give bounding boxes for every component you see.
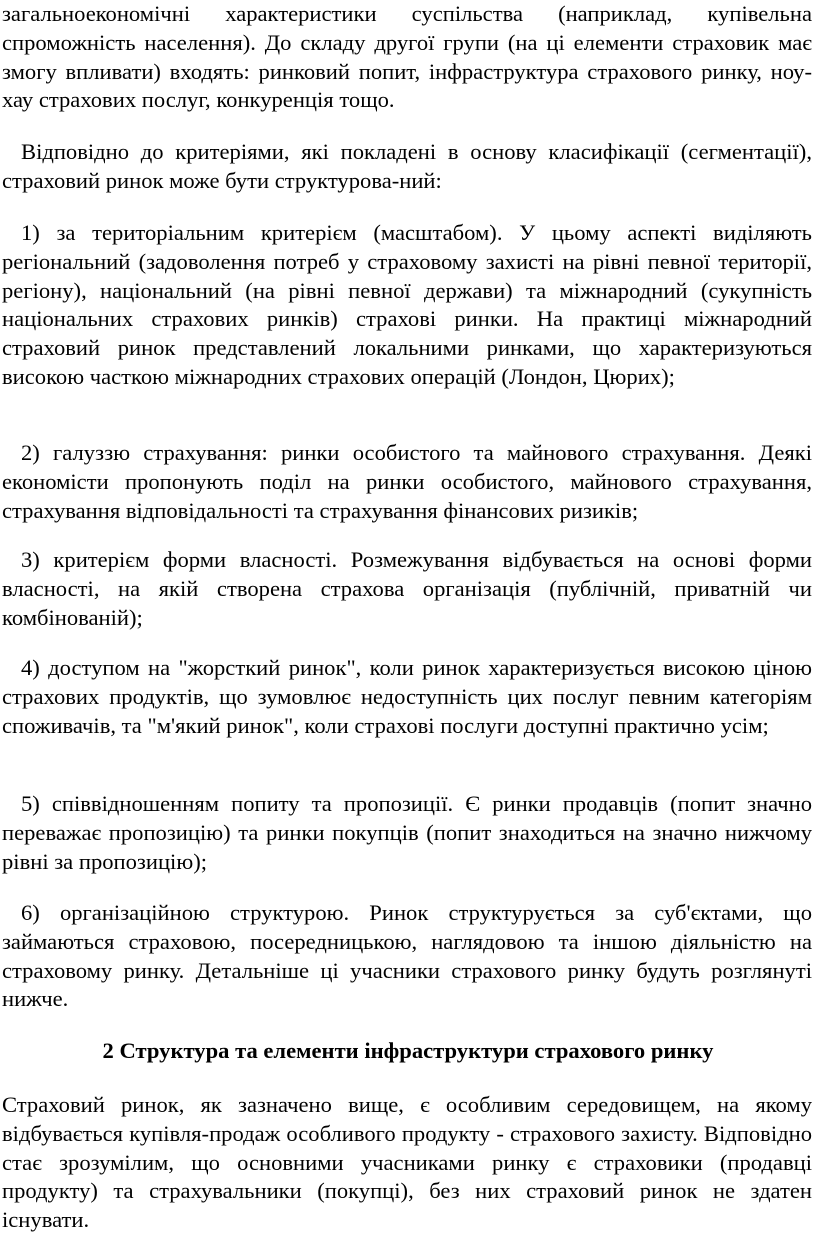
list-item-organizational: 6) організаційною структурою. Ринок структурується за суб'єктами, що займаються страховою, посередницькою, наглядовою та іншою діяльністю на страховому ринку. Детальніше ці учасники страхового ринку будуть розглянуті нижче. (2, 900, 812, 1012)
paragraph-continuation: загальноекономічні характеристики суспільства (наприклад, купівельна спроможність населення). До складу другої групи (на ці елементи страховик має змогу впливати) входять: ринковий попит, інфраструктура страхового ринку, ноу-хау страхових послуг, конкуренція тощо. (2, 1, 812, 113)
section-heading: 2 Структура та елементи інфраструктури страхового ринку (102, 1038, 714, 1063)
list-item-supply-demand: 5) співвідношенням попиту та пропозиції. Є ринки продавців (попит значно переважає пропозицію) та ринки покупців (попит знаходиться на значно нижчому рівні за пропозицію); (2, 791, 812, 874)
paragraph-classification-intro: Відповідно до критеріями, які покладені в основу класифікації (сегментації), страховий ринок може бути структурова-ний: (2, 139, 812, 193)
list-item-ownership: 3) критерієм форми власності. Розмежування відбувається на основі форми власності, на якій створена страхова організація (публічній, приватній чи комбінованій); (2, 547, 812, 630)
list-item-territorial: 1) за територіальним критерієм (масштабом). У цьому аспекті виділяють регіональний (задоволення потреб у страховому захисті на рівні певної території, регіону), національний (на рівні певної держави) та міжнародний (сукупність національних страхових ринків) страхові ринки. На практиці міжнародний страховий ринок представлений локальними ринками, що характеризуються високою часткою міжнародних страхових операцій (Лондон, Цюрих); (2, 220, 812, 389)
list-item-access: 4) доступом на "жорсткий ринок", коли ринок характеризується високою ціною страхових продуктів, що зумовлює недоступність цих послуг певним категоріям споживачів, та "м'який ринок", коли страхові послуги доступні практично усім; (2, 655, 812, 738)
list-item-industry: 2) галуззю страхування: ринки особистого та майнового страхування. Деякі економісти пропонують поділ на ринки особистого, майнового страхування, страхування відповідальності та страхування фінансових ризиків; (2, 440, 812, 523)
paragraph-market-participants: Страховий ринок, як зазначено вище, є особливим середовищем, на якому відбувається купівля-продаж особливого продукту - страхового захисту. Відповідно стає зрозумілим, що основними учасниками ринку є страховики (продавці продукту) та страхувальники (покупці), без них страховий ринок не здатен існувати. (2, 1092, 812, 1233)
